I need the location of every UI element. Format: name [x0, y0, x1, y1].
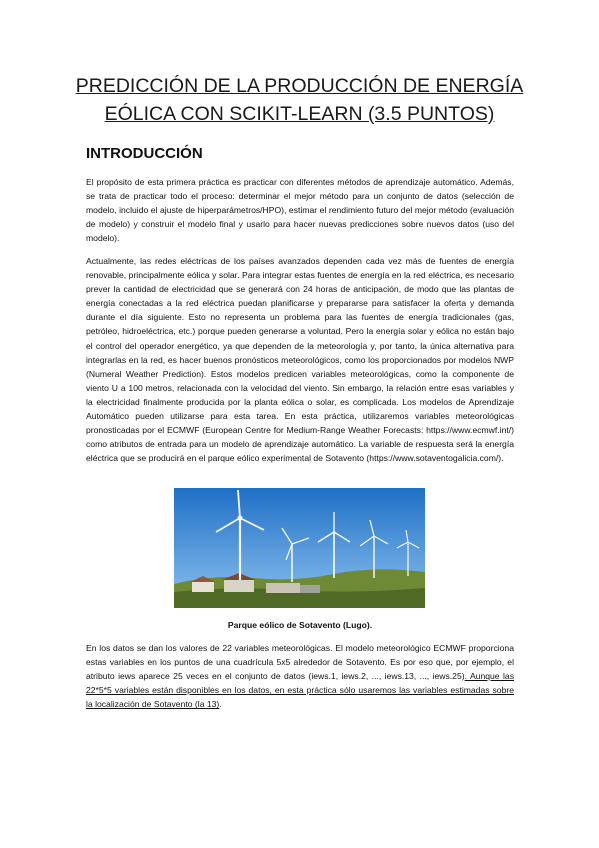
paragraph-data-end: . — [219, 699, 222, 710]
paragraph-data-underlined: . Aunque las 22*5*5 variables están disponibles en los datos, en esta práctica sólo usaremos las variables estimadas sobre la localización de Sotavento (la 13) — [86, 671, 514, 710]
section-heading: INTRODUCCIÓN — [86, 145, 203, 162]
paragraph-purpose — [86, 175, 514, 245]
paragraph-data — [86, 641, 514, 711]
wind-farm-illustration — [174, 488, 425, 608]
wind-farm-photo — [174, 488, 425, 608]
paragraph-data-plain: En los datos se dan los valores de 22 variables meteorológicas. El modelo meteorológico ECMWF proporciona estas variables en los puntos de una cuadrícula 5x5 alrededor de Sotavento. Es por eso que, por ejemplo, el atributo iews aparece 25 veces en el conjunto de datos (iews.1, iews.2, ..., iews.13, ..., iews.25) — [86, 643, 514, 682]
paragraph-context-text: Actualmente, las redes eléctricas de los países avanzados dependen cada vez más de fuentes de energía renovable, principalmente eólica y solar. Para integrar estas fuentes de energía en la red eléctrica, es necesario prever la cantidad de electricidad que se generará con 24 horas de anticipación, de modo que las plantas de energía conectadas a la red eléctrica puedan planificarse y prepararse para satisfacer la oferta y demanda durante el día siguiente. Esto no representa un problema para las fuentes de energía tradicionales (gas, petróleo, hidroeléctrica, etc.) porque pueden generarse a voluntad. Pero la energía solar y eólica no están bajo el control del operador energético, ya que dependen de la meteorología y, por tanto, la única alternativa para integrarlas en la red, es hacer buenos pronósticos meteorológicos, como los proporcionados por modelos NWP (Numeral Weather Prediction). Estos modelos predicen variables meteorológicas, como la componente de viento U a 100 metros, relacionada con la velocidad del viento. Sin embargo, la relación entre esas variables y la electricidad finalmente producida por la planta eólica o solar, es complicada. Los modelos de Aprendizaje Automático pueden utilizarse para esta tarea. En esta práctica, utilizaremos variables meteorológicas pronosticadas por el ECMWF (European Centre for Medium-Range Weather Forecasts: https://www.ecmwf.int/) como atributos de entrada para un modelo de aprendizaje automático. La variable de respuesta será la energía eléctrica que se producirá en el parque eólico experimental de Sotavento (https://www.sotaventogalicia.com/). — [86, 256, 514, 464]
paragraph-purpose-text: El propósito de esta primera práctica es practicar con diferentes métodos de aprendizaje automático. Además, se trata de practicar todo el proceso: determinar el mejor método para un conjunto de datos (selección de modelo, incluido el ajuste de hiperparámetros/HPO), estimar el rendimiento futuro del mejor método (evaluación de modelo) y construir el modelo final y usarlo para hacer nuevas predicciones sobre nuevos datos (uso del modelo). — [86, 177, 514, 244]
title-line-1: PREDICCIÓN DE LA PRODUCCIÓN DE ENERGÍA — [75, 75, 524, 97]
paragraph-data-text — [86, 641, 514, 711]
figure-caption: Parque eólico de Sotavento (Lugo). — [227, 620, 373, 630]
paragraph-context — [86, 254, 514, 465]
document-title — [60, 72, 539, 128]
title-line-2: EÓLICA CON SCIKIT-LEARN (3.5 PUNTOS) — [104, 103, 495, 125]
